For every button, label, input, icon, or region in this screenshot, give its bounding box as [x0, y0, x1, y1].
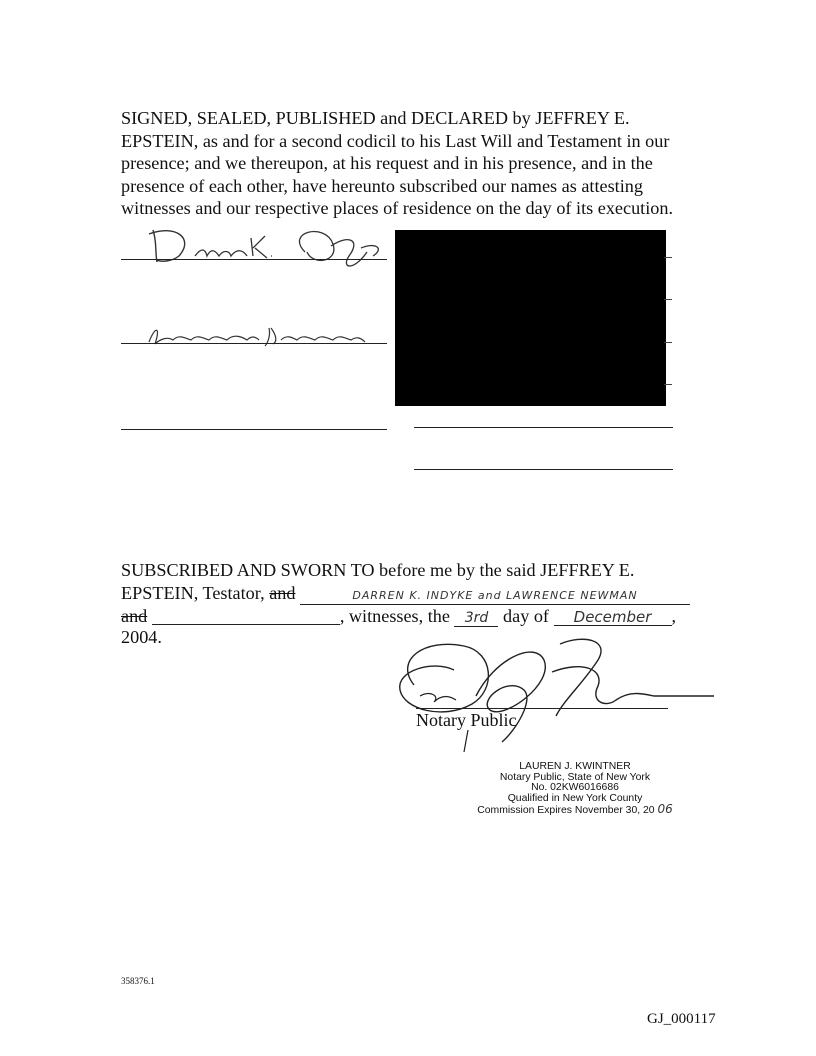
bates-number: GJ_000117 — [647, 1011, 716, 1027]
document-number: 358376.1 — [121, 976, 155, 986]
witness-signature-line-3 — [121, 429, 387, 430]
jurat-line-1: SUBSCRIBED AND SWORN TO before me by the said JEFFREY E. — [121, 560, 635, 580]
notary-expiry-year: 06 — [657, 802, 673, 816]
jurat-line-2: EPSTEIN, Testator, and DARREN K. INDYKE and LAWRENCE NEWMAN — [121, 582, 701, 605]
handwritten-witness-names: DARREN K. INDYKE and LAWRENCE NEWMAN — [300, 588, 690, 605]
notary-public-label: Notary Public — [416, 710, 517, 730]
struck-and-1: and — [269, 582, 296, 603]
witness-signature-1-graphic — [135, 222, 395, 282]
jurat-year: 2004. — [121, 627, 162, 647]
notary-expiry: Commission Expires November 30, 20 06 — [477, 802, 673, 816]
witness-signature-line-2 — [121, 343, 387, 344]
notary-signature — [384, 630, 724, 760]
jurat-clause — [121, 559, 701, 627]
witness-signature-1-name — [0, 0, 1, 1]
residence-line-tick-4 — [664, 384, 672, 385]
residence-line-tick-2 — [664, 299, 672, 300]
blank-witness-field — [152, 608, 340, 625]
notary-signature-line — [416, 708, 668, 709]
jurat-line-3: and , witnesses, the 3rd day of December , — [121, 605, 677, 626]
notary-name: LAUREN J. KWINTNER — [519, 761, 631, 772]
attestation-clause: SIGNED, SEALED, PUBLISHED and DECLARED by JEFFREY E. EPSTEIN, as and for a second codicil to his Last Will and Testament in our presence; and we thereupon, at his request and in his presence, and in the presence of each other, have hereunto subscribed our names as attesting witnesses and our respective places of residence on the day of its execution. — [121, 108, 674, 218]
witness-signature-line-1 — [121, 259, 387, 260]
handwritten-day: 3rd — [454, 610, 498, 627]
residence-line-tick-1 — [664, 257, 672, 258]
handwritten-month: December — [554, 609, 672, 626]
residence-line-6 — [414, 469, 673, 470]
notary-county: Qualified in New York County — [507, 792, 643, 804]
residence-line-tick-3 — [664, 342, 672, 343]
residence-line-5 — [414, 427, 673, 428]
witness-signature-2-name — [0, 0, 1, 1]
notary-number: No. 02KW6016686 — [531, 782, 619, 793]
struck-and-2: and — [121, 605, 148, 626]
witness-signature-2-graphic — [145, 322, 375, 352]
notary-stamp — [440, 762, 710, 817]
notary-title: Notary Public, State of New York — [499, 771, 651, 783]
redaction-block — [395, 230, 666, 406]
